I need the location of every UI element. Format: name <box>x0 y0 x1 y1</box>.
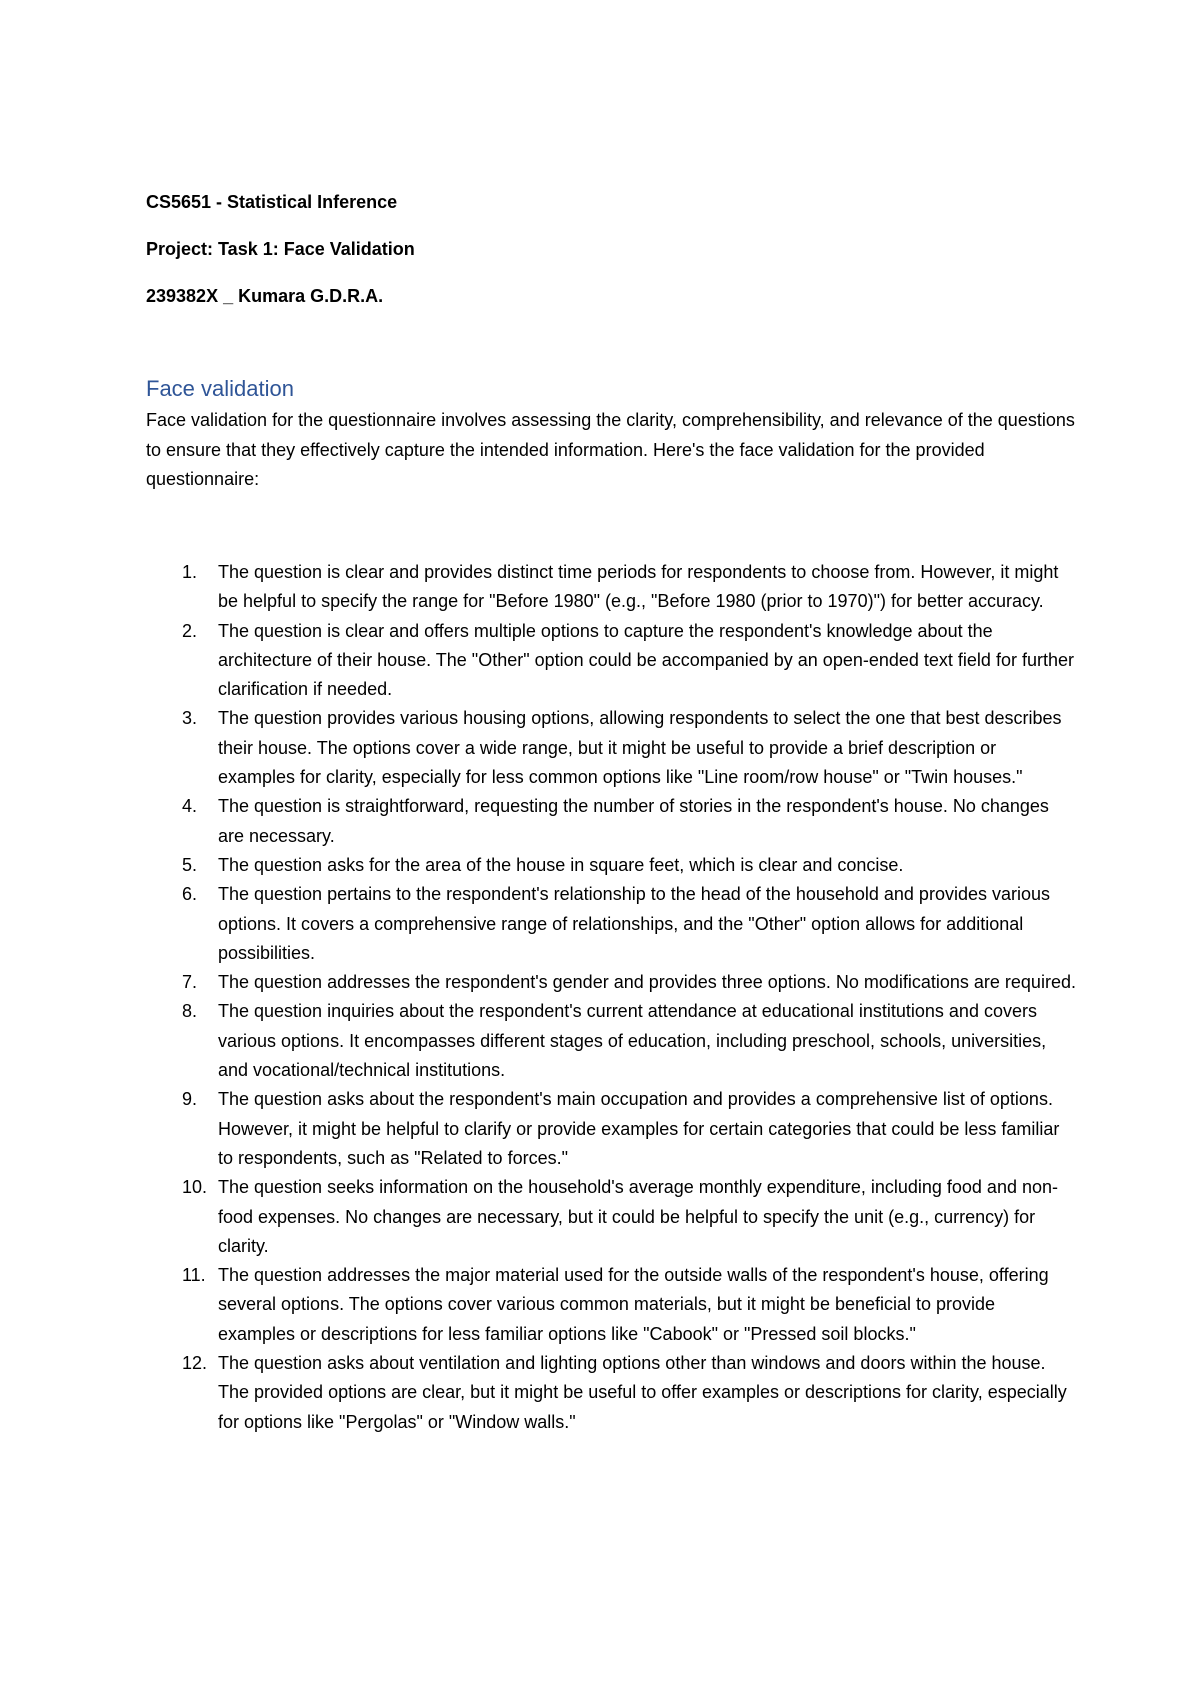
list-item-number-label: 6. <box>182 884 198 905</box>
list-item-text: The question provides various housing options, allowing respondents to select the one that best describes their house. The options cover a wide range, but it might be useful to provide a brief description or examples for clarity, especially for less common options like "Line room/row house" or "Twin houses." <box>218 708 1062 788</box>
list-item-text: The question inquiries about the respondent's current attendance at educational institutions and covers various options. It encompasses different stages of education, including preschool, schools, universities, and vocational/technical institutions. <box>218 1001 1047 1081</box>
list-item-number <box>146 968 218 997</box>
list-item-text: The question addresses the respondent's gender and provides three options. No modifications are required. <box>218 972 1076 993</box>
list-item <box>146 1261 1076 1349</box>
list-item-text: The question asks for the area of the house in square feet, which is clear and concise. <box>218 854 904 875</box>
list-item-number <box>146 997 218 1085</box>
list-item-text: The question pertains to the respondent's relationship to the head of the household and provides various options. It covers a comprehensive range of relationships, and the "Other" option allows for additional possibilities. <box>218 884 1050 963</box>
list-item-text: The question is clear and provides distinct time periods for respondents to choose from. However, it might be helpful to specify the range for "Before 1980" (e.g., "Before 1980 (prior to 1970)") for better accuracy. <box>218 562 1059 612</box>
student-id: 239382X _ Kumara G.D.R.A. <box>146 286 384 306</box>
list-item-number-label: 8. <box>182 1001 198 1022</box>
list-item-number <box>146 880 218 968</box>
list-item-number <box>146 704 218 792</box>
list-item-text: The question asks about ventilation and lighting options other than windows and doors within the house. The provided options are clear, but it might be useful to offer examples or descriptions for clarity, especially for options like "Pergolas" or "Window walls." <box>218 1353 1067 1432</box>
list-item-number-label: 1. <box>182 562 198 582</box>
face-validation-section <box>146 374 1076 495</box>
list-item-number-label: 11. <box>182 1265 206 1286</box>
list-item-number <box>146 558 218 617</box>
list-item <box>146 997 1076 1085</box>
list-item-number-label: 7. <box>182 972 198 993</box>
list-item <box>146 558 1076 617</box>
list-item <box>146 1173 1076 1261</box>
intro-paragraph: Face validation for the questionnaire involves assessing the clarity, comprehensibility, and relevance of the questions to ensure that they effectively capture the intended information. Here's the face validation for the provided questionnaire: <box>146 410 1075 489</box>
list-item <box>146 617 1076 705</box>
list-item <box>146 704 1076 792</box>
list-item-text: The question asks about the respondent's main occupation and provides a comprehensive list of options. However, it might be helpful to clarify or provide examples for certain categories that could be less familiar to respondents, such as "Related to forces." <box>218 1089 1060 1168</box>
list-item <box>146 1085 1076 1173</box>
list-item-number-label: 4. <box>182 796 198 817</box>
list-item-text: The question is straightforward, requesting the number of stories in the respondent's house. No changes are necessary. <box>218 796 1049 846</box>
list-item-number <box>146 851 218 880</box>
list-item <box>146 792 1076 851</box>
list-item <box>146 851 1076 880</box>
list-item <box>146 880 1076 968</box>
list-item-number <box>146 792 218 851</box>
list-item-number-label: 10. <box>182 1177 208 1198</box>
list-item-number-label: 12. <box>182 1353 208 1374</box>
list-item-number <box>146 1261 218 1349</box>
list-item-number-label: 3. <box>182 708 198 729</box>
project-title: Project: Task 1: Face Validation <box>146 239 415 259</box>
validation-list <box>146 558 1076 1437</box>
list-item-number-label: 2. <box>182 620 198 641</box>
list-item-number-label: 5. <box>182 854 198 875</box>
list-item-number <box>146 1349 218 1437</box>
section-heading: Face validation <box>146 376 294 401</box>
list-item-text: The question is clear and offers multiple options to capture the respondent's knowledge about the architecture of their house. The "Other" option could be accompanied by an open-ended text field for further clarification if needed. <box>218 620 1074 700</box>
list-item-number-label: 9. <box>182 1089 198 1110</box>
list-item-number <box>146 617 218 705</box>
course-title: CS5651 - Statistical Inference <box>146 192 398 212</box>
list-item <box>146 1349 1076 1437</box>
list-item <box>146 968 1076 997</box>
list-item-text: The question seeks information on the household's average monthly expenditure, including food and non-food expenses. No changes are necessary, but it could be helpful to specify the unit (e.g., currency) for clarity. <box>218 1177 1058 1256</box>
list-item-number <box>146 1173 218 1261</box>
list-item-number <box>146 1085 218 1173</box>
list-item-text: The question addresses the major material used for the outside walls of the respondent's house, offering several options. The options cover various common materials, but it might be beneficial to provide examples or descriptions for less familiar options like "Cabook" or "Pressed soil blocks." <box>218 1265 1049 1344</box>
document-header <box>146 190 1076 331</box>
